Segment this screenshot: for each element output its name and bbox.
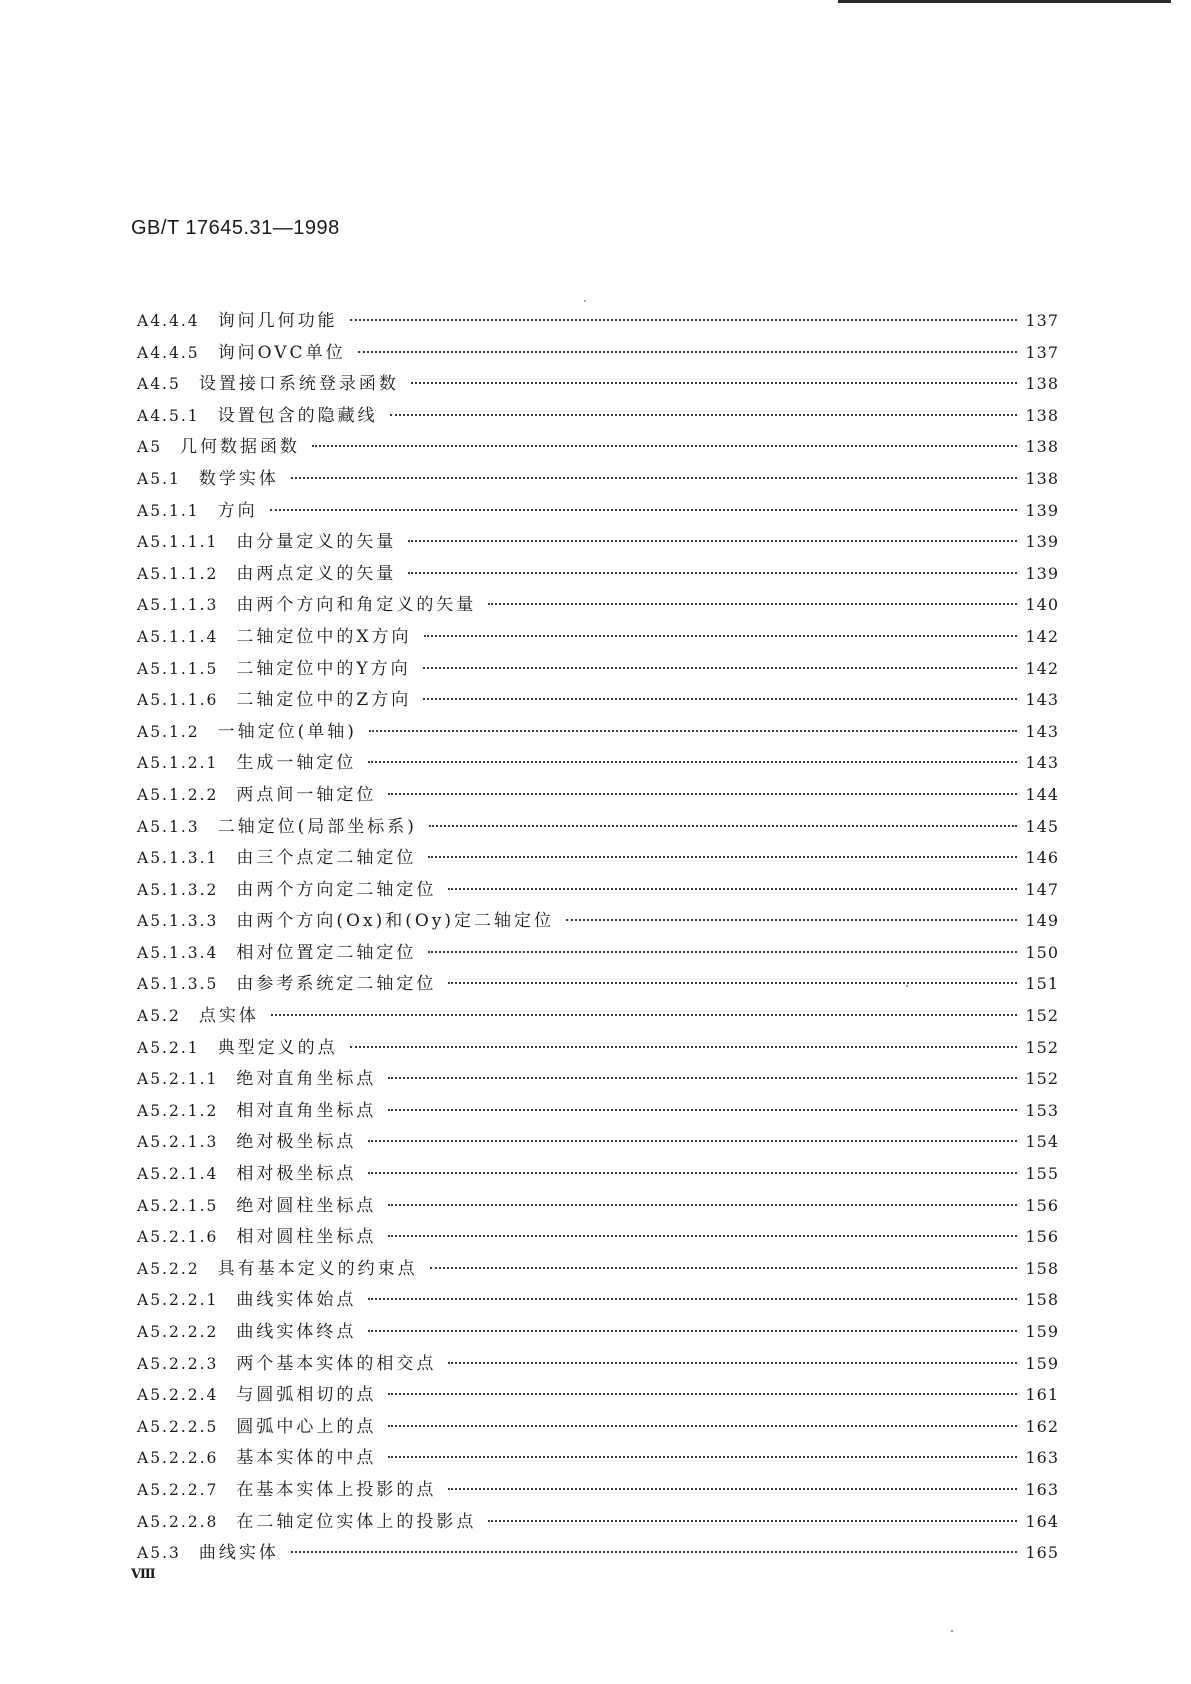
toc-entry-page-number: 163: [1025, 1479, 1059, 1499]
toc-entry-page-number: 153: [1025, 1100, 1059, 1120]
scan-speck: [520, 951, 522, 953]
toc-entry-title: 相对极坐标点: [236, 1164, 357, 1185]
toc-entry-number: A5.1.2: [137, 722, 200, 741]
toc-entry: [137, 969, 1059, 1001]
toc-dot-leader: [408, 572, 1017, 574]
toc-dot-leader: [388, 793, 1017, 795]
toc-entry-number: A5.1.3.5: [137, 975, 219, 994]
toc-entry-page-number: 139: [1025, 532, 1059, 552]
toc-entry: [137, 559, 1059, 591]
toc-entry-title: 询问几何功能: [217, 311, 338, 331]
toc-entry: [137, 812, 1059, 844]
toc-entry: [137, 1317, 1059, 1349]
toc-entry-title: 数学实体: [198, 468, 279, 489]
toc-dot-leader: [448, 982, 1017, 984]
toc-dot-leader: [368, 761, 1017, 763]
toc-entry-page-number: 164: [1025, 1511, 1059, 1531]
toc-entry-page-number: 147: [1025, 879, 1059, 899]
toc-dot-leader: [488, 1520, 1017, 1522]
toc-entry-title: 生成一轴定位: [236, 753, 357, 774]
toc-dot-leader: [291, 477, 1018, 479]
toc-entry: [137, 1033, 1059, 1065]
toc-entry-number: A5.2.2.1: [137, 1291, 219, 1310]
toc-entry-title: 曲线实体: [198, 1543, 279, 1564]
toc-entry-title: 由分量定义的矢量: [236, 532, 397, 553]
toc-entry-title: 曲线实体终点: [236, 1322, 357, 1342]
toc-entry-title: 相对直角坐标点: [236, 1100, 377, 1121]
toc-entry-title: 询问OVC单位: [217, 342, 346, 363]
toc-entry: [137, 338, 1059, 370]
toc-dot-leader: [411, 382, 1018, 384]
toc-entry-page-number: 138: [1025, 405, 1059, 425]
toc-entry-number: A5.3: [137, 1544, 181, 1563]
toc-entry-page-number: 162: [1025, 1416, 1059, 1436]
toc-entry-page-number: 139: [1025, 500, 1059, 520]
toc-entry-page-number: 158: [1025, 1258, 1059, 1278]
toc-entry-title: 二轴定位中的Y方向: [236, 658, 411, 679]
toc-entry-title: 相对圆柱坐标点: [236, 1227, 377, 1248]
toc-entry-title: 点实体: [198, 1006, 259, 1027]
toc-entry-number: A5.1.1.5: [137, 659, 219, 678]
toc-entry-page-number: 159: [1025, 1322, 1059, 1341]
toc-dot-leader: [390, 414, 1018, 416]
toc-entry-title: 由两个方向和角定义的矢量: [236, 595, 477, 616]
toc-dot-leader: [408, 540, 1017, 542]
toc-entry: [137, 496, 1059, 528]
toc-entry-title: 两个基本实体的相交点: [236, 1353, 437, 1374]
toc-entry: [137, 1096, 1059, 1128]
toc-entry: [137, 306, 1059, 338]
toc-dot-leader: [488, 603, 1017, 605]
toc-entry-number: A5.2.2.7: [137, 1480, 219, 1499]
toc-entry-number: A5.2.1.5: [137, 1196, 219, 1215]
toc-entry-title: 与圆弧相切的点: [236, 1385, 377, 1406]
toc-entry: [137, 527, 1059, 559]
toc-entry-title: 由两个方向(Ox)和(Oy)定二轴定位: [236, 911, 555, 932]
toc-entry-page-number: 152: [1025, 1069, 1059, 1089]
toc-dot-leader: [271, 1014, 1018, 1016]
toc-entry-page-number: 138: [1025, 468, 1059, 488]
toc-entry-page-number: 144: [1025, 784, 1059, 804]
toc-dot-leader: [350, 1046, 1018, 1048]
toc-entry-title: 在二轴定位实体上的投影点: [236, 1511, 477, 1532]
toc-entry-number: A5.2.2.4: [137, 1386, 219, 1405]
toc-dot-leader: [388, 1109, 1017, 1111]
top-rule: [838, 0, 1171, 3]
toc-entry-page-number: 150: [1025, 942, 1059, 962]
toc-entry-number: A5.1.2.1: [137, 754, 219, 773]
toc-entry-page-number: 139: [1025, 563, 1059, 583]
toc-dot-leader: [312, 445, 1017, 447]
toc-entry-page-number: 161: [1025, 1385, 1059, 1405]
toc-entry-title: 曲线实体始点: [236, 1290, 357, 1311]
toc-dot-leader: [368, 1330, 1017, 1332]
scan-speck: [584, 300, 586, 302]
toc-entry: [137, 1507, 1059, 1539]
toc-entry: [137, 906, 1059, 938]
scan-speck: [906, 985, 908, 987]
toc-entry-page-number: 146: [1025, 848, 1059, 868]
toc-entry: [137, 1538, 1059, 1570]
toc-entry: [137, 1285, 1059, 1317]
toc-entry: [137, 1254, 1059, 1286]
toc-entry-page-number: 142: [1025, 626, 1059, 646]
toc-entry-title: 相对位置定二轴定位: [236, 942, 417, 963]
toc-dot-leader: [358, 351, 1018, 353]
toc-entry-page-number: 149: [1025, 911, 1059, 931]
toc-entry: [137, 1412, 1059, 1444]
toc-entry-number: A5.1.1.3: [137, 596, 219, 615]
toc-entry-page-number: 158: [1025, 1290, 1059, 1310]
toc-entry-number: A5.1.3.4: [137, 943, 219, 962]
toc-entry-number: A5.1.3: [137, 817, 200, 836]
toc-entry-page-number: 152: [1025, 1006, 1059, 1026]
toc-entry-number: A5.1.3.1: [137, 849, 219, 868]
toc-entry-title: 几何数据函数: [180, 437, 301, 458]
toc-entry: [137, 401, 1059, 433]
toc-entry: [137, 843, 1059, 875]
toc-entry: [137, 875, 1059, 907]
toc-entry-page-number: 138: [1025, 437, 1059, 457]
toc-dot-leader: [368, 1172, 1017, 1174]
toc-entry-title: 两点间一轴定位: [236, 784, 377, 805]
toc-dot-leader: [369, 730, 1018, 732]
toc-entry-number: A5.2.2.8: [137, 1512, 219, 1531]
toc-entry-page-number: 156: [1025, 1195, 1059, 1215]
toc-entry-number: A5.2.1.2: [137, 1101, 219, 1120]
toc-entry-page-number: 152: [1025, 1037, 1059, 1057]
toc-dot-leader: [448, 1488, 1017, 1490]
toc-entry-number: A5.2.2.5: [137, 1417, 219, 1436]
toc-entry-title: 由两点定义的矢量: [236, 563, 397, 584]
toc-entry-page-number: 143: [1025, 721, 1059, 741]
toc-entry-title: 具有基本定义的约束点: [217, 1258, 418, 1279]
toc-entry-number: A4.5.1: [137, 406, 200, 425]
toc-entry-title: 二轴定位(局部坐标系): [217, 816, 417, 837]
toc-entry-title: 绝对极坐标点: [236, 1132, 357, 1153]
toc-entry-number: A5.2.2: [137, 1259, 200, 1278]
table-of-contents: [137, 306, 1059, 1570]
toc-entry-page-number: 137: [1025, 311, 1059, 330]
toc-entry-page-number: 165: [1025, 1543, 1059, 1563]
toc-entry-title: 二轴定位中的Z方向: [236, 690, 412, 711]
toc-entry: [137, 432, 1059, 464]
toc-entry: [137, 938, 1059, 970]
toc-entry: [137, 1064, 1059, 1096]
toc-entry-number: A5.1: [137, 469, 181, 488]
toc-entry-number: A5.2.2.2: [137, 1323, 219, 1341]
toc-dot-leader: [388, 1393, 1017, 1395]
toc-entry-number: A5.1.1: [137, 501, 200, 520]
toc-entry-number: A5.2.2.6: [137, 1449, 219, 1468]
toc-entry-title: 设置接口系统登录函数: [198, 374, 399, 395]
toc-entry-number: A5: [137, 438, 163, 457]
toc-dot-leader: [448, 1362, 1017, 1364]
toc-entry-number: A4.5: [137, 375, 181, 394]
toc-dot-leader: [388, 1456, 1017, 1458]
toc-entry: [137, 780, 1059, 812]
toc-entry-title: 绝对圆柱坐标点: [236, 1195, 377, 1216]
standard-code-header: GB/T 17645.31—1998: [131, 217, 340, 239]
toc-dot-leader: [423, 698, 1017, 700]
toc-entry: [137, 1159, 1059, 1191]
toc-entry-number: A5.1.1.1: [137, 533, 219, 552]
toc-entry-number: A5.2.1.4: [137, 1165, 219, 1184]
toc-entry-number: A5.1.3.3: [137, 912, 219, 931]
toc-entry: [137, 654, 1059, 686]
toc-entry-number: A4.4.4: [137, 312, 200, 330]
toc-entry-title: 一轴定位(单轴): [217, 721, 357, 742]
toc-entry: [137, 1443, 1059, 1475]
toc-entry-page-number: 163: [1025, 1448, 1059, 1468]
toc-entry: [137, 1127, 1059, 1159]
toc-dot-leader: [388, 1235, 1017, 1237]
toc-dot-leader: [566, 919, 1017, 921]
toc-entry-number: A5.1.3.2: [137, 880, 219, 899]
toc-dot-leader: [430, 1267, 1018, 1269]
toc-entry-page-number: 140: [1025, 595, 1059, 615]
toc-entry-number: A5.1.1.6: [137, 691, 219, 710]
toc-entry: [137, 1222, 1059, 1254]
toc-entry-number: A5.1.1.4: [137, 627, 219, 646]
toc-entry-number: A5.2.1.1: [137, 1070, 219, 1089]
toc-entry: [137, 1475, 1059, 1507]
toc-entry-page-number: 151: [1025, 974, 1059, 994]
toc-entry: [137, 622, 1059, 654]
toc-entry: [137, 1191, 1059, 1223]
toc-entry-number: A5.2: [137, 1007, 181, 1026]
toc-dot-leader: [428, 856, 1017, 858]
toc-entry-page-number: 143: [1025, 753, 1059, 773]
toc-entry: [137, 748, 1059, 780]
toc-entry-page-number: 159: [1025, 1353, 1059, 1373]
toc-dot-leader: [423, 667, 1018, 669]
toc-entry: [137, 717, 1059, 749]
toc-entry-number: A5.2.1.6: [137, 1228, 219, 1247]
toc-entry-number: A5.2.2.3: [137, 1354, 219, 1373]
toc-entry-title: 由参考系统定二轴定位: [236, 974, 437, 995]
page-folio: Ⅷ: [131, 1567, 156, 1582]
toc-entry: [137, 464, 1059, 496]
toc-entry: [137, 1001, 1059, 1033]
toc-entry-title: 由三个点定二轴定位: [236, 848, 417, 869]
toc-entry: [137, 1349, 1059, 1381]
toc-entry-number: A5.1.2.2: [137, 785, 219, 804]
toc-entry-title: 方向: [217, 500, 258, 521]
toc-entry-page-number: 138: [1025, 374, 1059, 394]
toc-entry-number: A5.2.1.3: [137, 1133, 219, 1152]
toc-entry-title: 二轴定位中的X方向: [236, 626, 412, 647]
toc-dot-leader: [448, 888, 1017, 890]
toc-dot-leader: [291, 1551, 1018, 1553]
toc-entry: [137, 369, 1059, 401]
toc-entry: [137, 1380, 1059, 1412]
toc-entry-title: 基本实体的中点: [236, 1448, 377, 1469]
toc-entry-title: 在基本实体上投影的点: [236, 1479, 437, 1500]
toc-entry-title: 典型定义的点: [217, 1037, 338, 1058]
toc-entry-page-number: 155: [1025, 1164, 1059, 1184]
toc-entry-page-number: 156: [1025, 1227, 1059, 1247]
toc-entry: [137, 590, 1059, 622]
toc-dot-leader: [388, 1077, 1017, 1079]
toc-dot-leader: [270, 509, 1018, 511]
toc-dot-leader: [368, 1140, 1017, 1142]
toc-dot-leader: [424, 635, 1018, 637]
toc-dot-leader: [350, 319, 1018, 321]
toc-dot-leader: [368, 1298, 1017, 1300]
toc-entry-number: A4.4.5: [137, 343, 200, 362]
toc-entry-number: A5.1.1.2: [137, 564, 219, 583]
toc-dot-leader: [388, 1204, 1017, 1206]
toc-entry-number: A5.2.1: [137, 1038, 200, 1057]
toc-dot-leader: [428, 951, 1017, 953]
toc-entry-page-number: 143: [1025, 690, 1059, 710]
toc-dot-leader: [429, 825, 1018, 827]
toc-entry: [137, 685, 1059, 717]
toc-entry-page-number: 137: [1025, 342, 1059, 362]
toc-entry-page-number: 145: [1025, 816, 1059, 836]
toc-entry-title: 由两个方向定二轴定位: [236, 879, 437, 900]
toc-entry-title: 绝对直角坐标点: [236, 1069, 377, 1090]
toc-entry-page-number: 154: [1025, 1132, 1059, 1152]
toc-dot-leader: [388, 1425, 1017, 1427]
scan-speck: [951, 1630, 953, 1632]
toc-entry-title: 设置包含的隐藏线: [217, 405, 378, 426]
toc-entry-page-number: 142: [1025, 658, 1059, 678]
toc-entry-title: 圆弧中心上的点: [236, 1416, 377, 1437]
